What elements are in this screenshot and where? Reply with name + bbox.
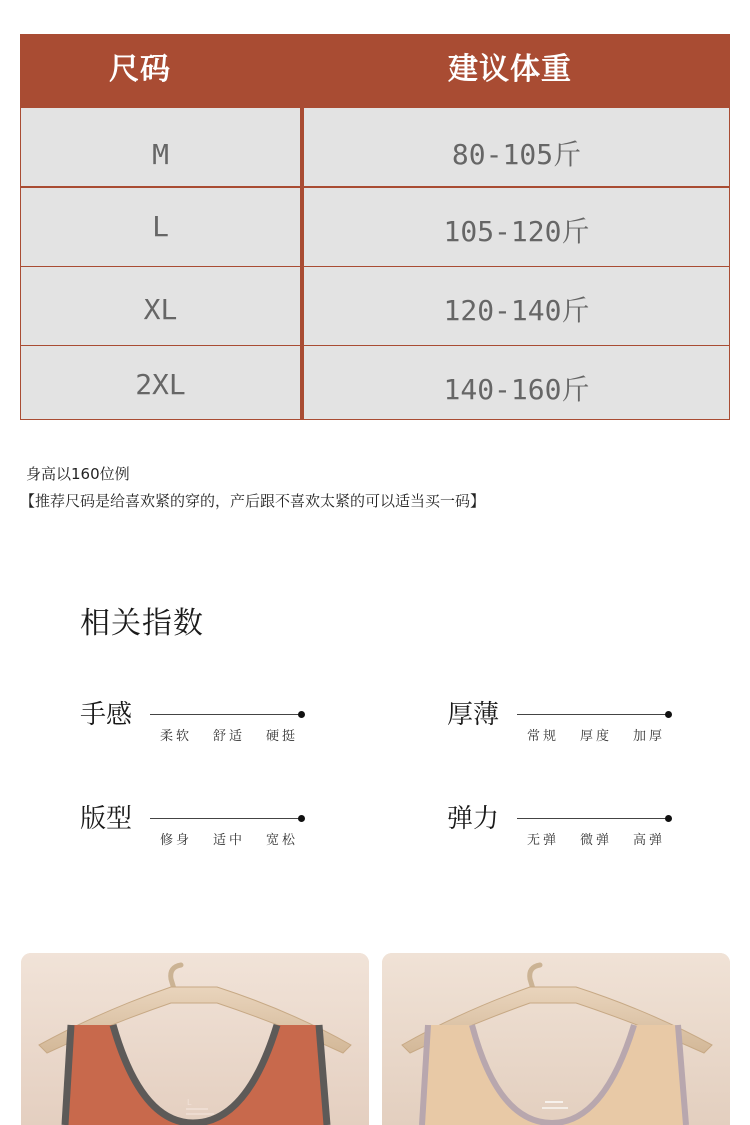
cell-weight: 105-120斤 [304,188,729,266]
height-note: 身高以160位例 [26,465,130,483]
index-level-dot [665,711,672,718]
index-level-dot [298,815,305,822]
scale-label: 厚度 [580,729,613,744]
scale-label: 微弹 [580,833,613,848]
scale-label: 高弹 [633,833,666,848]
cell-size: XL [21,267,300,345]
product-photo-beige [382,953,730,1125]
index-level-dot [665,815,672,822]
orange-tank-top-on-hanger-icon [21,953,369,1125]
index-name: 手感 [80,700,133,730]
index-scale-line [150,818,302,819]
table-row [20,106,730,186]
index-scale-labels [160,829,320,847]
index-name: 版型 [80,804,133,834]
index-level-dot [298,711,305,718]
scale-label: 柔软 [160,729,193,744]
size-table-header [20,34,730,106]
index-name: 弹力 [447,804,500,834]
beige-tank-top-on-hanger-icon [382,953,730,1125]
scale-label: 宽松 [266,833,299,848]
product-photo-orange [21,953,369,1125]
size-advice-note: 【推荐尺码是给喜欢紧的穿的，产后跟不喜欢太紧的可以适当买一码】 [20,492,486,510]
scale-label: 适中 [213,833,246,848]
indices-title: 相关指数 [80,606,204,641]
index-name: 厚薄 [447,700,500,730]
scale-label: 加厚 [633,729,666,744]
index-scale-line [517,818,669,819]
index-scale-labels [527,829,687,847]
index-scale-labels [527,725,687,743]
index-hand-feel [80,694,310,754]
cell-weight: 120-140斤 [304,267,729,345]
scale-label: 舒适 [213,729,246,744]
header-size: 尺码 [109,52,171,87]
index-elasticity [447,798,677,858]
cell-weight: 80-105斤 [304,108,729,186]
table-row [20,346,730,419]
scale-label: 无弹 [527,833,560,848]
index-thickness [447,694,677,754]
cell-size: 2XL [21,346,300,419]
scale-label: 常规 [527,729,560,744]
size-table [20,34,730,420]
index-scale-line [517,714,669,715]
index-scale-labels [160,725,320,743]
table-row [20,188,730,266]
table-row [20,267,730,345]
scale-label: 硬挺 [266,729,299,744]
index-scale-line [150,714,302,715]
header-weight: 建议体重 [448,52,572,87]
garment-tag-text: L [187,1098,192,1107]
cell-size: M [21,108,300,186]
cell-size: L [21,188,300,266]
scale-label: 修身 [160,833,193,848]
index-fit [80,798,310,858]
cell-weight: 140-160斤 [304,346,729,419]
